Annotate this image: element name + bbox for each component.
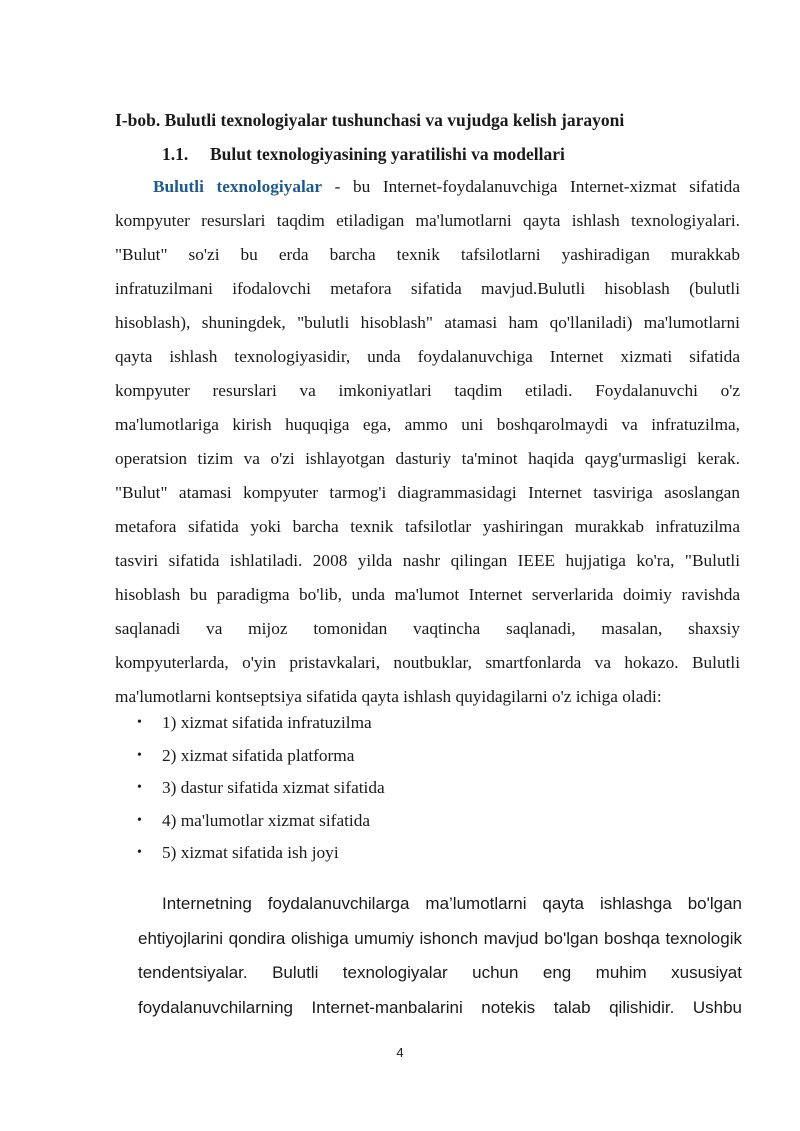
paragraph-line: hisoblash), shuningdek, "bulutli hisoblash" atamasi ham qo'llaniladi) ma'lumotlarni bbox=[115, 313, 740, 332]
bullet-icon: • bbox=[137, 812, 142, 828]
paragraph-line: foydalanuvchilarning Internet-manbalarini notekis talab qilishidir. Ushbu bbox=[138, 997, 742, 1017]
paragraph-line: ma'lumotlarni kontseptsiya sifatida qayta ishlash quyidagilarni o'z ichiga oladi: bbox=[115, 687, 662, 706]
page-number: 4 bbox=[396, 1045, 404, 1060]
paragraph-1 bbox=[115, 170, 740, 714]
paragraph-line: ehtiyojlarini qondira olishiga umumiy ishonch mavjud bo'lgan boshqa texnologik bbox=[138, 928, 742, 948]
paragraph-line: "Bulut" so'zi bu erda barcha texnik tafsilotlarni yashiradigan murakkab bbox=[115, 245, 740, 264]
highlighted-term: Bulutli texnologiyalar bbox=[153, 177, 323, 196]
paragraph-line: tasviri sifatida ishlatiladi. 2008 yilda nashr qilingan IEEE hujjatiga ko'ra, "Bulutli bbox=[115, 551, 740, 570]
section-heading bbox=[162, 140, 722, 168]
paragraph-line: kompyuterlarda, o'yin pristavkalari, noutbuklar, smartfonlarda va hokazo. Bulutli bbox=[115, 653, 740, 672]
paragraph-line: Bulutli texnologiyalar - bu Internet-foydalanuvchiga Internet-xizmat sifatida bbox=[153, 177, 740, 196]
paragraph-line: metafora sifatida yoki barcha texnik tafsilotlar yashiringan murakkab infratuzilma bbox=[115, 517, 740, 536]
bullet-icon: • bbox=[137, 715, 142, 730]
bullet-icon: • bbox=[137, 747, 142, 763]
paragraph-line: hisoblash bu paradigma bo'lib, unda ma'lumot Internet serverlarida doimiy ravishda bbox=[115, 585, 740, 604]
paragraph-line: tendentsiyalar. Bulutli texnologiyalar uchun eng muhim xususiyat bbox=[138, 963, 742, 982]
paragraph-line: ma'lumotlariga kirish huquqiga ega, ammo uni boshqarolmaydi va infratuzilma, bbox=[115, 415, 740, 434]
paragraph-line: Internetning foydalanuvchilarga ma’lumotlarni qayta ishlashga bo'lgan bbox=[162, 894, 742, 913]
chapter-title: I-bob. Bulutli texnologiyalar tushunchasi va vujudga kelish jarayoni bbox=[115, 110, 625, 130]
paragraph-line: operatsion tizim va o'zi ishlayotgan dasturiy ta'minot haqida qayg'urmasligi kerak. bbox=[115, 449, 740, 468]
list-item: • 4) ma'lumotlar xizmat sifatida bbox=[134, 805, 634, 838]
paragraph-line: saqlanadi va mijoz tomonidan vaqtincha saqlanadi, masalan, shaxsiy bbox=[115, 619, 740, 638]
bullet-icon: • bbox=[137, 780, 142, 795]
section-number: 1.1. bbox=[162, 144, 189, 164]
paragraph-line: qayta ishlash texnologiyasidir, unda foydalanuvchiga Internet xizmati sifatida bbox=[115, 347, 740, 366]
paragraph-line: kompyuter resurslari taqdim etiladigan ma'lumotlarni qayta ishlash texnologiyalari. bbox=[115, 211, 740, 230]
list-item: • 3) dastur sifatida xizmat sifatida bbox=[134, 772, 634, 805]
paragraph-line: "Bulut" atamasi kompyuter tarmog'i diagrammasidagi Internet tasviriga asoslangan bbox=[115, 483, 740, 502]
list-item: • 2) xizmat sifatida platforma bbox=[134, 740, 634, 773]
paragraph-line: infratuzilmani ifodalovchi metafora sifatida mavjud.Bulutli hisoblash (bulutli bbox=[115, 279, 740, 298]
paragraph-2 bbox=[138, 887, 742, 1025]
paragraph-line: kompyuter resurslari va imkoniyatlari taqdim etiladi. Foydalanuvchi o'z bbox=[115, 381, 740, 400]
list-item: • 5) xizmat sifatida ish joyi bbox=[134, 837, 634, 870]
section-title: Bulut texnologiyasining yaratilishi va modellari bbox=[210, 144, 565, 164]
list-item: • 1) xizmat sifatida infratuzilma bbox=[134, 707, 634, 740]
bullet-icon: • bbox=[137, 845, 142, 860]
bullet-list bbox=[134, 707, 634, 870]
